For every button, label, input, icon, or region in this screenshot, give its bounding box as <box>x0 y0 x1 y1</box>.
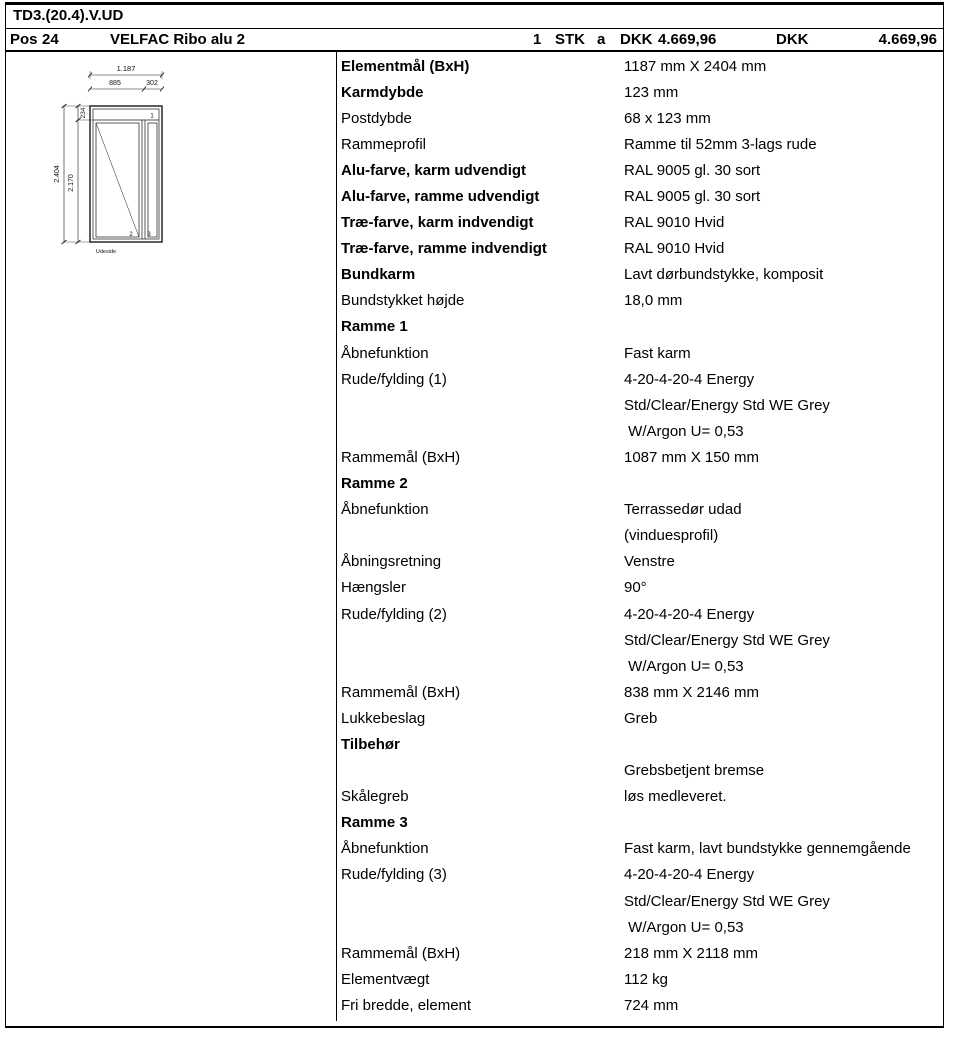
spec-row <box>337 105 943 131</box>
spec-label: Ramme 3 <box>341 814 408 832</box>
total-price: 4.669,96 <box>878 31 937 48</box>
spec-value: Terrassedør udad <box>624 501 742 519</box>
spec-row <box>337 549 943 575</box>
dim-total-width: 1.187 <box>116 64 136 73</box>
spec-row <box>337 157 943 183</box>
spec-row <box>337 914 943 940</box>
product-name: VELFAC Ribo alu 2 <box>110 31 246 48</box>
spec-value: 1087 mm X 150 mm <box>624 448 760 466</box>
dim-left-width: 885 <box>109 80 121 87</box>
spec-row <box>337 758 943 784</box>
spec-value: Greb <box>624 709 658 727</box>
spec-value: RAL 9010 Hvid <box>624 240 725 258</box>
spec-label: Rude/fylding (3) <box>341 866 447 884</box>
frame2-number: 2 <box>129 232 133 238</box>
frame3-number: 3 <box>147 232 151 238</box>
spec-label: Elementmål (BxH) <box>341 57 470 75</box>
spec-label: Rammeprofil <box>341 135 427 153</box>
dim-total-height: 2.404 <box>54 165 61 183</box>
spec-value: Std/Clear/Energy Std WE Grey <box>624 892 830 910</box>
pos-label: Pos <box>10 31 38 48</box>
item-code: TD3.(20.4).V.UD <box>13 7 124 24</box>
spec-row <box>337 862 943 888</box>
spec-value: Fast karm <box>624 344 691 362</box>
spec-label: Rammemål (BxH) <box>341 448 461 466</box>
spec-row <box>337 653 943 679</box>
spec-value: 218 mm X 2118 mm <box>624 944 758 962</box>
spec-value: RAL 9005 gl. 30 sort <box>624 188 761 206</box>
spec-row <box>337 523 943 549</box>
spec-value: 4-20-4-20-4 Energy <box>624 605 755 623</box>
spec-row <box>337 79 943 105</box>
spec-label: Lukkebeslag <box>341 709 426 727</box>
spec-label: Karmdybde <box>341 83 424 101</box>
spec-value: 90° <box>624 579 647 597</box>
spec-value: RAL 9010 Hvid <box>624 214 725 232</box>
spec-value: løs medleveret. <box>624 788 727 806</box>
spec-row <box>337 53 943 79</box>
spec-row <box>337 497 943 523</box>
spec-label: Hængsler <box>341 579 407 597</box>
unit-label: STK <box>555 31 585 48</box>
spec-value: 18,0 mm <box>624 292 683 310</box>
spec-row <box>337 314 943 340</box>
spec-sheet <box>5 2 944 1028</box>
spec-label: Bundstykket højde <box>341 292 465 310</box>
spec-row <box>337 183 943 209</box>
quantity: 1 <box>533 31 542 48</box>
spec-row <box>337 731 943 757</box>
spec-label: Alu-farve, karm udvendigt <box>341 161 527 179</box>
unit-price: 4.669,96 <box>658 31 717 48</box>
spec-row <box>337 705 943 731</box>
spec-label: Elementvægt <box>341 970 430 988</box>
drawing-pane <box>6 52 337 1021</box>
dim-inner-height: 2.170 <box>68 174 75 192</box>
spec-row <box>337 575 943 601</box>
spec-value: 724 mm <box>624 996 679 1014</box>
door-elevation-drawing <box>28 56 238 268</box>
spec-value: Grebsbetjent bremse <box>624 762 765 780</box>
spec-row <box>337 992 943 1018</box>
spec-label: Fri bredde, element <box>341 996 472 1014</box>
spec-value: W/Argon U= 0,53 <box>624 657 744 675</box>
spec-row <box>337 418 943 444</box>
spec-label: Åbningsretning <box>341 553 442 571</box>
spec-value: Lavt dørbundstykke, komposit <box>624 266 824 284</box>
spec-value: (vinduesprofil) <box>624 527 719 545</box>
spec-value: 4-20-4-20-4 Energy <box>624 370 755 388</box>
currency-total: DKK <box>776 31 809 48</box>
frame1-number: 1 <box>150 113 154 120</box>
spec-label: Alu-farve, ramme udvendigt <box>341 188 540 206</box>
currency-unit: DKK <box>620 31 653 48</box>
spec-value: Venstre <box>624 553 675 571</box>
spec-value: 1187 mm X 2404 mm <box>624 57 767 75</box>
spec-table <box>337 52 943 1021</box>
spec-row <box>337 262 943 288</box>
per-label: a <box>597 31 606 48</box>
drawing-caption: Udeside <box>95 249 117 255</box>
spec-label: Træ-farve, ramme indvendigt <box>341 240 547 258</box>
spec-row <box>337 340 943 366</box>
dim-transom-height: 234 <box>80 107 87 119</box>
sheet-body <box>6 52 943 1021</box>
spec-row <box>337 210 943 236</box>
spec-row <box>337 366 943 392</box>
spec-row <box>337 966 943 992</box>
spec-row <box>337 471 943 497</box>
spec-row <box>337 784 943 810</box>
spec-label: Rammemål (BxH) <box>341 944 461 962</box>
spec-row <box>337 888 943 914</box>
spec-label: Rammemål (BxH) <box>341 683 461 701</box>
spec-label: Tilbehør <box>341 735 400 753</box>
spec-row <box>337 627 943 653</box>
spec-value: RAL 9005 gl. 30 sort <box>624 161 761 179</box>
spec-value: 4-20-4-20-4 Energy <box>624 866 755 884</box>
spec-label: Ramme 2 <box>341 475 408 493</box>
spec-value: 123 mm <box>624 83 679 101</box>
spec-label: Åbnefunktion <box>341 344 429 362</box>
spec-row <box>337 601 943 627</box>
header-code-row <box>6 5 943 29</box>
spec-value: Std/Clear/Energy Std WE Grey <box>624 396 830 414</box>
spec-row <box>337 679 943 705</box>
spec-row <box>337 836 943 862</box>
header-pos-row <box>6 29 943 52</box>
pos-number: 24 <box>42 31 59 48</box>
spec-label: Postdybde <box>341 109 412 127</box>
spec-row <box>337 131 943 157</box>
spec-value: Fast karm, lavt bundstykke gennemgående <box>624 840 911 858</box>
spec-label: Træ-farve, karm indvendigt <box>341 214 534 232</box>
spec-value: W/Argon U= 0,53 <box>624 422 744 440</box>
spec-label: Åbnefunktion <box>341 840 429 858</box>
spec-label: Rude/fylding (1) <box>341 370 447 388</box>
dim-right-width: 302 <box>146 80 158 87</box>
spec-row <box>337 444 943 470</box>
spec-row <box>337 810 943 836</box>
spec-row <box>337 236 943 262</box>
spec-label: Skålegreb <box>341 788 409 806</box>
spec-label: Ramme 1 <box>341 318 408 336</box>
spec-value: 838 mm X 2146 mm <box>624 683 760 701</box>
spec-label: Bundkarm <box>341 266 416 284</box>
spec-row <box>337 940 943 966</box>
spec-label: Åbnefunktion <box>341 501 429 519</box>
spec-value: 68 x 123 mm <box>624 109 711 127</box>
spec-row <box>337 288 943 314</box>
spec-value: Ramme til 52mm 3-lags rude <box>624 135 817 153</box>
spec-value: W/Argon U= 0,53 <box>624 918 744 936</box>
spec-row <box>337 392 943 418</box>
spec-value: Std/Clear/Energy Std WE Grey <box>624 631 830 649</box>
spec-value: 112 kg <box>624 970 668 988</box>
spec-label: Rude/fylding (2) <box>341 605 447 623</box>
